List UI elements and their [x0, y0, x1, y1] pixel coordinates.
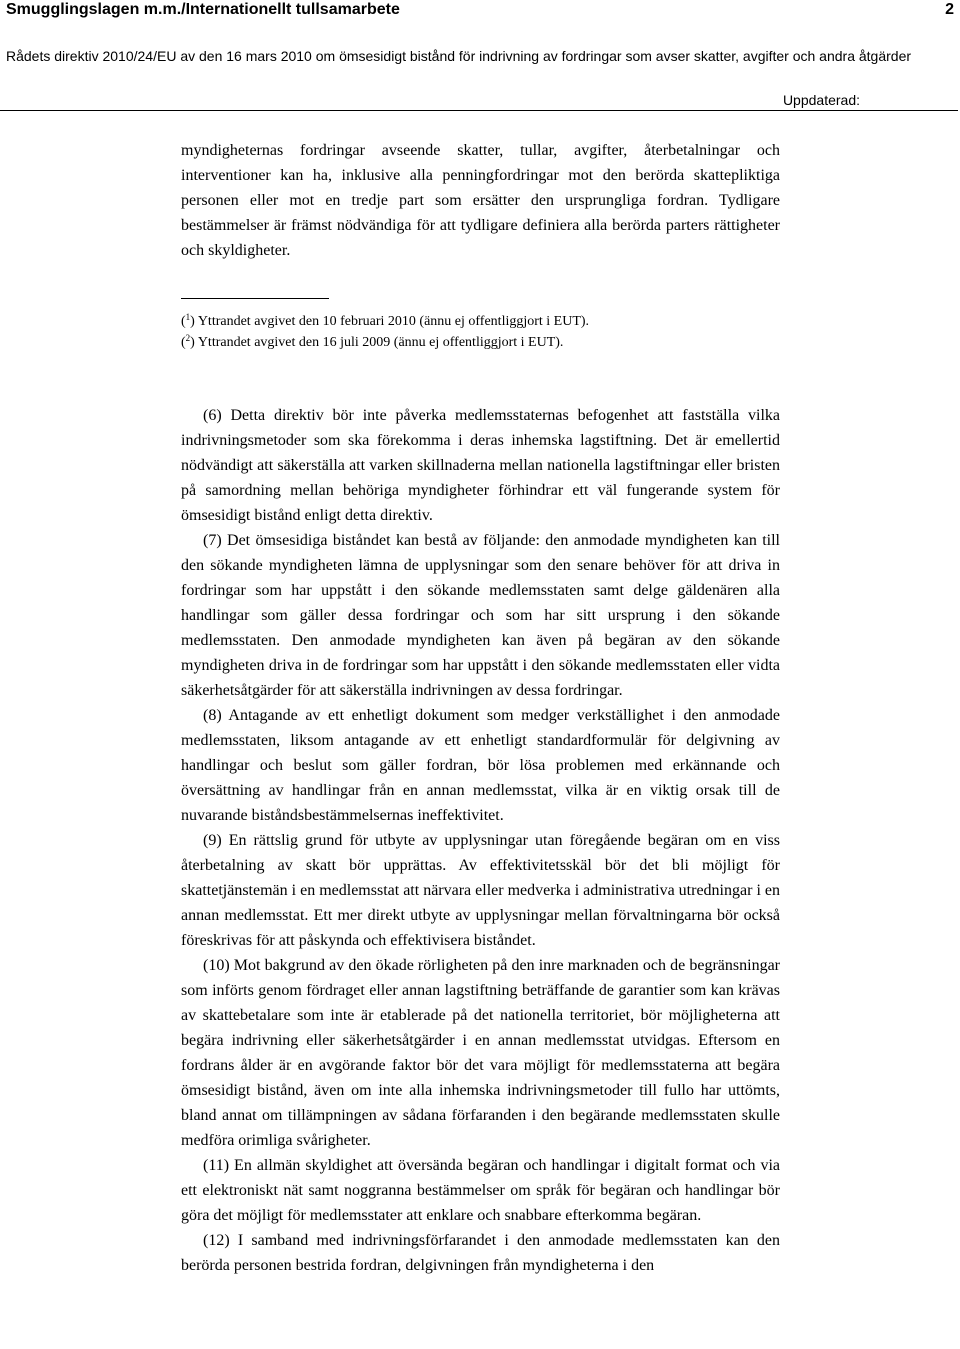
page-number: 2 [945, 1, 954, 18]
document-title: Smugglingslagen m.m./Internationellt tullsamarbete [6, 1, 400, 18]
intro-paragraph: myndigheternas fordringar avseende skatter, tullar, avgifter, återbetalningar och interventioner kan ha, inklusive alla penningfordringar mot den berörda skattepliktiga personen eller mot en tredje part som ersätter den ursprungliga fordran. Tydligare bestämmelser är främst nödvändiga för att tydligare definiera alla berörda parters rättigheter och skyldigheter. [181, 142, 780, 259]
recital-7: (7) Det ömsesidiga biståndet kan bestå av följande: den anmodade myndigheten kan till den sökande myndigheten lämna de upplysningar som den senare behöver för att driva in fordringar som har uppstått i den sökande medlemsstaten samt delge gäldenären alla handlingar som gäller dessa fordringar och som har sitt ursprung i den sökande medlemsstaten. Den anmodade myndigheten kan även på begäran av den sökande myndigheten driva in de fordringar som har uppstått i den sökande medlemsstaten eller vidta säkerhetsåtgärder för att säkerställa indrivningen av dessa fordringar. [181, 532, 780, 699]
updated-label: Uppdaterad: [782, 92, 860, 108]
footnote-2: ($^2$) Yttrandet avgivet den 16 juli 2009 (ännu ej offentliggjort i EUT). [181, 333, 564, 350]
recitals-block [181, 403, 780, 1278]
document-subtitle: Rådets direktiv 2010/24/EU av den 16 mars 2010 om ömsesidigt bistånd för indrivning av fordringar som avser skatter, avgifter och andra åtgärder [6, 48, 912, 64]
footnote-number: 1 [185, 312, 191, 322]
recital-9: (9) En rättslig grund för utbyte av upplysningar utan föregående begäran om en viss återbetalning av skatt bör upprättas. Av effektivitetsskäl bör det bli möjligt för skattetjänstemän i en medlemsstat att närvara eller medverka i administrativa utredningar i en annan medlemsstat. Ett mer direkt utbyte av upplysningar mellan förvaltningarna bör också föreskrivas för att påskynda och effektivisera biståndet. [181, 832, 780, 949]
footnotes [181, 311, 780, 353]
header-divider [0, 110, 958, 111]
footnote-divider [181, 298, 329, 299]
recital-6: (6) Detta direktiv bör inte påverka medlemsstaternas befogenhet att fastställa vilka indrivningsmetoder som ska förekomma i deras inhemska lagstiftning. Det är emellertid nödvändigt att säkerställa att varken skillnaderna mellan nationella lagstiftningar eller bristen på samordning mellan behöriga myndigheter förhindrar ett väl fungerande system för ömsesidigt bistånd enligt detta direktiv. [181, 407, 780, 524]
recital-11: (11) En allmän skyldighet att översända begäran och handlingar i digitalt format och via ett elektroniskt nät samt noggranna bestämmelser om språk för begäran och handlingar bör göra det möjligt för medlemsstater att enklare och snabbare efterkomma begäran. [181, 1157, 780, 1224]
recital-8: (8) Antagande av ett enhetligt dokument som medger verkställighet i den anmodade medlemsstaten, liksom antagande av ett enhetligt standardformulär för delgivning av handlingar och beslut som gäller fordran, bör lösa problemen med erkännande och översättning av handlingar från en annan medlemsstat, vilka är en viktig orsak till de nuvarande biståndsbestämmelsernas ineffektivitet. [181, 707, 780, 824]
footnote-text: Yttrandet avgivet den 16 juli 2009 (ännu ej offentliggjort i EUT). [194, 335, 564, 350]
recital-10: (10) Mot bakgrund av den ökade rörligheten på den inre marknaden och de begränsningar som införts genom fördraget eller annan lagstiftning beträffande de garantier som kan krävas av skattebetalare som inte är etablerade på det nationella territoriet, bör möjligheterna att begära indrivning eller säkerhetsåtgärder i en annan medlemsstat utvidgas. Eftersom en fordrans ålder är en avgörande faktor bör det vara möjligt för medlemsstaterna att begära ömsesidigt bistånd, även om inte alla inhemska indrivningsmetoder till fullo har uttömts, bland annat om tillämpningen av sådana förfaranden i den begärande medlemsstaten skulle medföra orimliga svårigheter. [181, 957, 780, 1149]
recital-12: (12) I samband med indrivningsförfarandet i den anmodade medlemsstaten kan den berörda personen bestrida fordran, delgivningen från myndigheterna i den [181, 1232, 780, 1274]
footnote-number: 2 [185, 333, 191, 343]
running-header [6, 0, 954, 20]
intro-text-block [181, 138, 780, 263]
footnote-text: Yttrandet avgivet den 10 februari 2010 (ännu ej offentliggjort i EUT). [194, 314, 590, 329]
footnote-1: ($^1$) Yttrandet avgivet den 10 februari 2010 (ännu ej offentliggjort i EUT). [181, 312, 590, 329]
